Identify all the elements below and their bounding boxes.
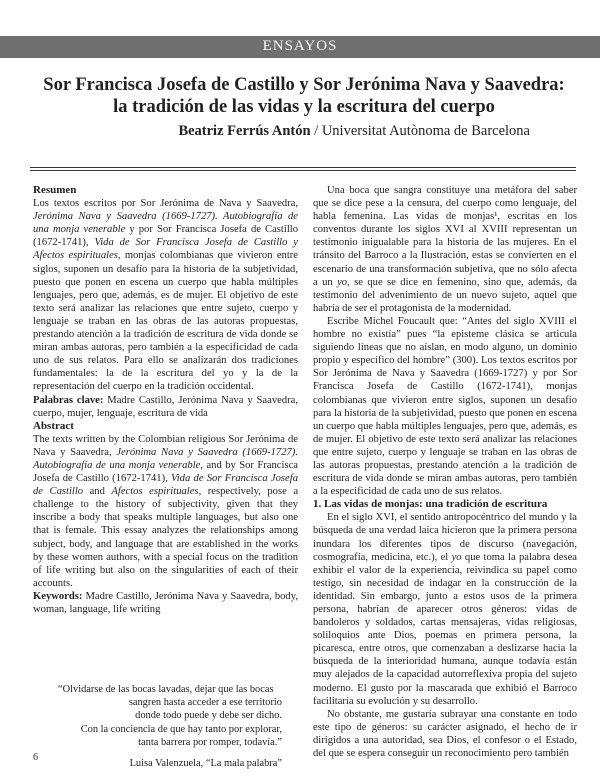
section-1-heading: 1. Las vidas de monjas: una tradición de escritura	[313, 498, 548, 511]
body-p1-italic: yo	[337, 276, 348, 288]
palabras-text: Madre Castillo, Jerónima Nava y Saavedra, cuerpo, mujer, lenguaje, escritura de vida	[33, 394, 298, 419]
left-column	[33, 184, 298, 616]
abstract-text-3: and	[83, 486, 112, 498]
body-p1-text-b: , se que se dice en femenino, sino que, además, da testimonio del advenimiento de un nuevo sujeto, aquel que habría de ser el protagonista de la modernidad.	[313, 276, 577, 314]
abstract-text-1: The texts written by the Colombian religious Sor Jerónima de Nava y Saavedra,	[33, 433, 298, 458]
palabras-label: Palabras clave:	[33, 394, 104, 406]
keywords	[33, 590, 298, 616]
resumen-text-2: y por Sor Francisca Josefa de Castillo (1672-1741),	[33, 224, 298, 249]
section-header-band	[0, 36, 600, 58]
author-affiliation: Universitat Autònoma de Barcelona	[321, 123, 530, 139]
right-column	[313, 184, 577, 760]
body-paragraph-4: No obstante, me gustaría subrayar una constante en todo este tipo de géneros: su carácter asignado, el hecho de ir dirigidos a una autoridad, sea Dios, el confesor o el Estado, del que se espera conseguir un reconocimiento pero también	[313, 708, 577, 760]
abstract-italic-3: Afectos espirituales	[111, 486, 199, 498]
author-separator: /	[310, 123, 322, 139]
divider-rule-top	[30, 167, 576, 168]
keywords-text: Madre Castillo, Jerónima Nava y Saavedra, body, woman, language, life writing	[33, 590, 298, 615]
divider-rule-bottom	[30, 170, 576, 171]
body-p3-text-a: En el siglo XVI, el sentido antropocéntrico del mundo y la búsqueda de una verdad laica hicieron que la primera persona inundara los diferentes tipos de discurso (navegación, cosmografía, medicina, etc.), el	[313, 512, 577, 563]
epigraph-quote	[58, 683, 282, 770]
body-p1-text-a: Una boca que sangra constituye una metáfora del saber que se dice pese a la censura, del cuerpo como lenguaje, del habla femenina. Las vidas de monjas¹, escritas en los conventos durante los siglos XVI al XVIII representan un testimonio inigualable para la historia de las mujeres. En el tránsito del Barroco a la Ilustración, estas se convierten en el escenario de una transformación subjetiva, que no sólo afecta a un	[313, 185, 577, 288]
body-paragraph-3	[313, 511, 577, 707]
author-line	[178, 123, 530, 140]
page-number: 6	[33, 752, 38, 763]
body-paragraph-2: Escribe Michel Foucault que: “Antes del siglo XVIII el hombre no existía” pues “la episteme clásica se articula siguiendo líneas que no aíslan, en modo alguno, un dominio propio y específico del hombre” (300). Los textos escritos por Sor Jerónima de Nava y Saavedra (1669-1727) y por Sor Francisca Josefa de Castillo (1672-1741), monjas colombianas que vivieron entre siglos, suponen un desafío para la historia de la subjetividad, puesto que ponen en escena un cuerpo que habla múltiples lenguajes, pero que, además, es de mujer. El objetivo de este texto será analizar las relaciones que entre sujeto, cuerpo y lenguaje se traban en las obras de las autoras propuestas, prestando atención a la tradición de escritura de vida donde se miran ambas autoras, pero también a la especificidad de cada uno de sus relatos.	[313, 315, 577, 498]
body-p3-italic: yo	[451, 551, 462, 563]
body-p3-text-b: que toma la palabra desea exhibir el valor de la experiencia, reivindica su papel como testigo, sin necesidad de indagar en la construcción de la identidad. Sin embargo, junto a estos usos de la primera persona, habrían de aparecer otros géneros: vidas de bandoleros y soldados, cartas mensajeras, vidas religiosas, soliloquios ante Dios, poemas en primera persona, la picaresca, entre otros, que comenzaban a deslizarse hacia la búsqueda de la interioridad humana, aunque todavía están muy alejados de la capacidad autorreflexiva propia del sujeto moderno. El gusto por la mascarada que exhibió el Barroco facilitaría su evolución y su desarrollo.	[313, 551, 577, 707]
abstract-text-4: , respectively, pose a challenge to the history of subjectivity, given that they inscribe a body that speaks multiple languages, but also one that is female. This essay analyzes the relationships among subject, body, and language that are established in the works by these women authors, with a special focus on the tradition of life writing but also on the singularities of each of their accounts.	[33, 486, 299, 589]
abstract-paragraph	[33, 433, 298, 590]
resumen-paragraph	[33, 197, 298, 393]
abstract-italic-2: Vida de Sor Francisca Josefa de Castillo	[33, 473, 298, 498]
resumen-italic-1: Jerónima Nava y Saavedra (1669-1727). Autobiografía de una monja venerable	[33, 211, 298, 236]
body-paragraph-1	[313, 184, 577, 315]
quote-line-5: tanta barrera por romper, todavía.”	[138, 736, 282, 748]
palabras-clave	[33, 394, 298, 420]
quote-source: Luisa Valenzuela, “La mala palabra”	[129, 758, 282, 770]
author-name: Beatriz Ferrús Antón	[178, 123, 311, 139]
resumen-italic-2: Vida de Sor Francisca Josefa de Castillo y Afectos espirituales	[33, 237, 298, 262]
title-line-1: Sor Francisca Josefa de Castillo y Sor Jerónima Nava y Saavedra:	[43, 75, 565, 95]
resumen-text-1: Los textos escritos por Sor Jerónima de Nava y Saavedra,	[33, 198, 298, 210]
title-line-2: la tradición de las vidas y la escritura del cuerpo	[113, 97, 495, 117]
article-title	[30, 74, 578, 118]
keywords-label: Keywords:	[33, 590, 83, 602]
abstract-italic-1: Jerónima Nava y Saavedra (1669-1727). Autobiografía de una monja venerable	[33, 446, 298, 471]
resumen-text-3: , monjas colombianas que vivieron entre siglos, suponen un desafío para la historia de la subjetividad, puesto que ponen en escena un cuerpo que habla múltiples lenguajes, pero que, además, es de mujer. El objetivo de este texto será analizar las relaciones que entre sujeto, cuerpo y lenguaje se traban en las obras de las autoras propuestas, prestando atención a la tradición de escritura de vida donde se miran ambas autoras, pero también a la especificidad de cada uno de sus relatos. Para ello se analizarán dos tradiciones fundamentales: la de la escritura del yo y la de la representación del cuerpo en la tradición occidental.	[33, 250, 298, 393]
quote-line-2: sangren hasta acceder a ese territorio	[128, 697, 282, 709]
quote-line-1: “Olvidarse de las bocas lavadas, dejar que las bocas	[58, 684, 274, 695]
resumen-heading: Resumen	[33, 184, 77, 196]
section-label: ENSAYOS	[262, 38, 338, 54]
quote-line-4: Con la conciencia de que hay tanto por explorar,	[80, 723, 282, 735]
quote-line-3: donde todo puede y debe ser dicho.	[135, 710, 282, 722]
abstract-heading: Abstract	[33, 419, 74, 432]
abstract-text-2: , and by Sor Francisca Josefa de Castillo (1672-1741),	[33, 459, 298, 485]
